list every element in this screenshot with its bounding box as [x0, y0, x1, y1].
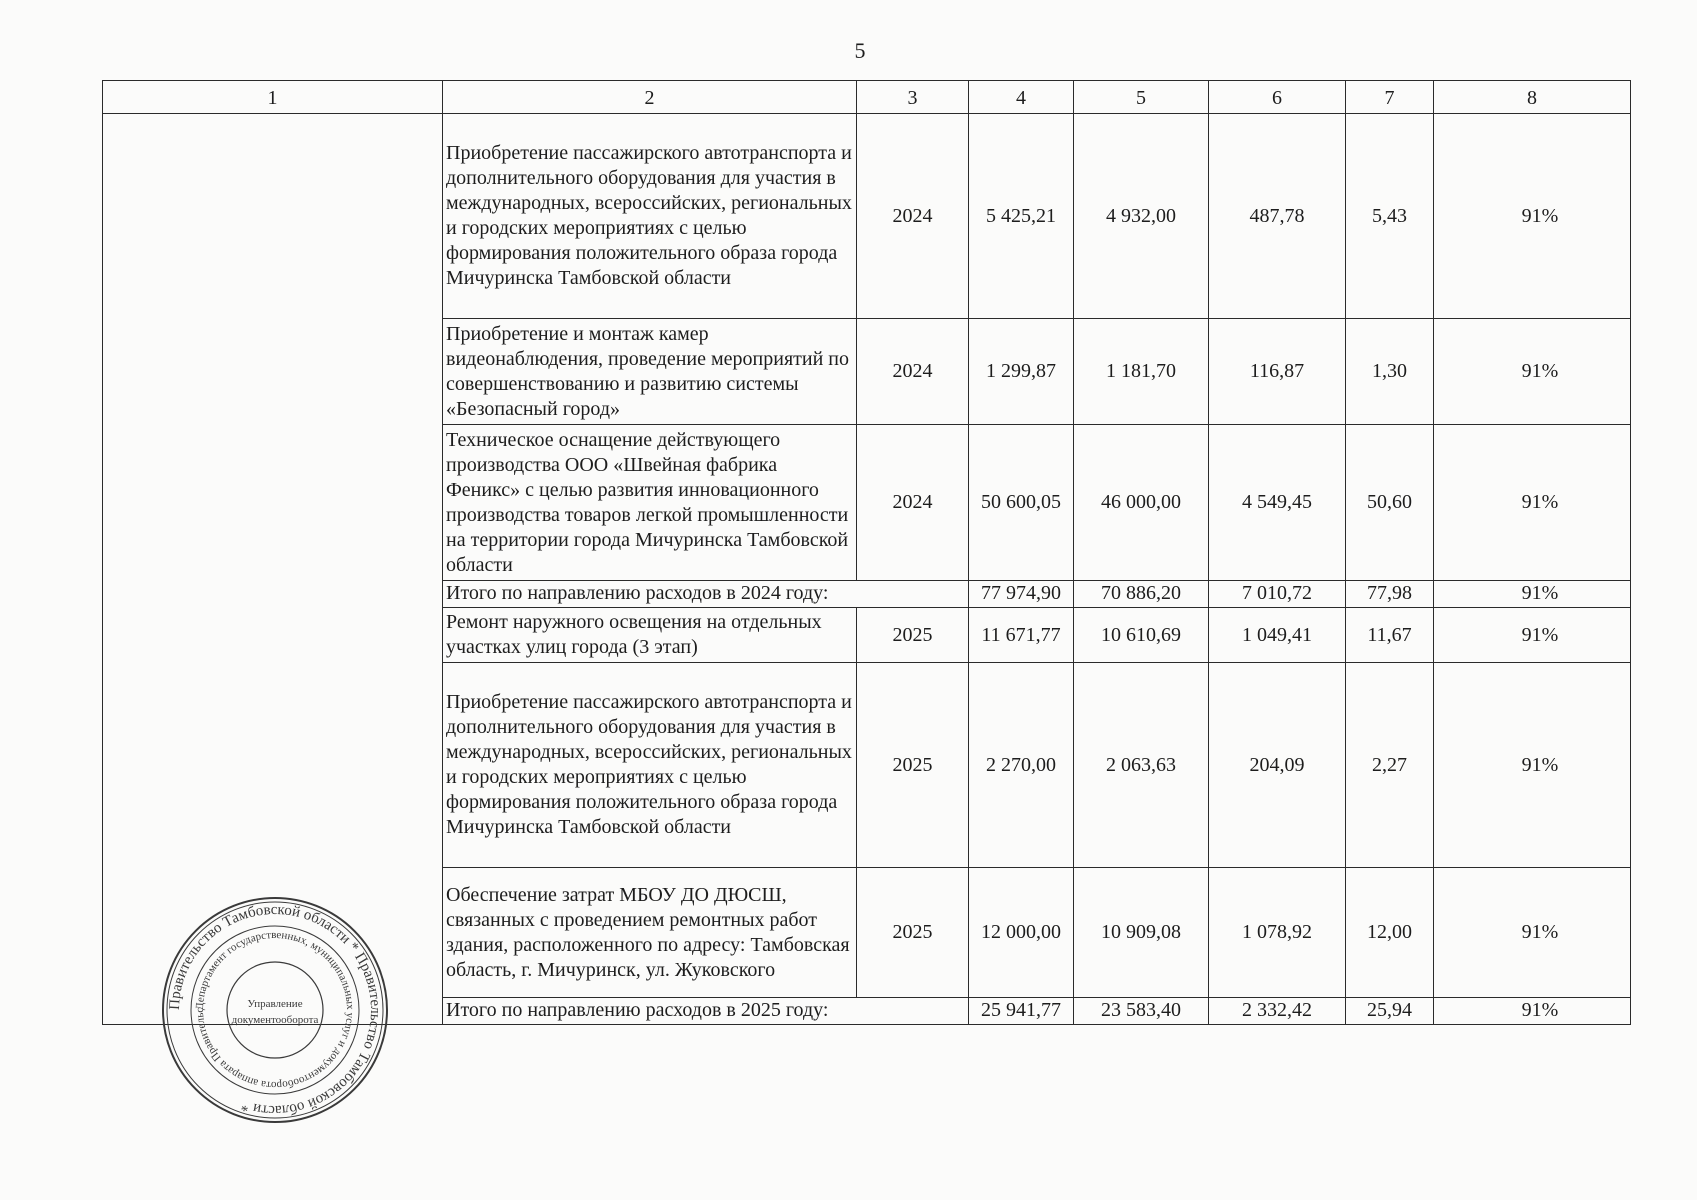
row-col4: 5 425,21: [969, 114, 1074, 319]
total-col6: 2 332,42: [1209, 998, 1346, 1025]
row-col7: 2,27: [1346, 663, 1434, 868]
row-year: 2024: [857, 319, 969, 425]
row-col6: 1 078,92: [1209, 868, 1346, 998]
header-cell: 3: [857, 81, 969, 114]
row-description: Приобретение пассажирского автотранспорта и дополнительного оборудования для участия в международных, всероссийских, региональных и городских мероприятиях с целью формирования положительного образа города Мичуринска Тамбовской области: [443, 663, 857, 868]
header-cell: 7: [1346, 81, 1434, 114]
seal-inner-text: Департамент государственных, муниципальных услуг и документооборота аппарата Правительс: [193, 928, 357, 1092]
row-col7: 50,60: [1346, 425, 1434, 581]
row-description: Ремонт наружного освещения на отдельных участках улиц города (3 этап): [443, 608, 857, 663]
header-cell: 2: [443, 81, 857, 114]
row-col6: 116,87: [1209, 319, 1346, 425]
seal-middle-ring: [191, 926, 359, 1094]
header-cell: 4: [969, 81, 1074, 114]
row-col6: 4 549,45: [1209, 425, 1346, 581]
row-col4: 12 000,00: [969, 868, 1074, 998]
header-cell: 6: [1209, 81, 1346, 114]
row-col4: 11 671,77: [969, 608, 1074, 663]
row-col5: 1 181,70: [1074, 319, 1209, 425]
row-col6: 487,78: [1209, 114, 1346, 319]
header-cell: 5: [1074, 81, 1209, 114]
row-year: 2025: [857, 868, 969, 998]
total-col8: 91%: [1434, 998, 1631, 1025]
total-col4: 25 941,77: [969, 998, 1074, 1025]
row-col5: 10 610,69: [1074, 608, 1209, 663]
header-row: [103, 81, 1631, 114]
row-description: Техническое оснащение действующего производства ООО «Швейная фабрика Феникс» с целью развития инновационного производства товаров легкой промышленности на территории города Мичуринска Тамбовской области: [443, 425, 857, 581]
row-col4: 50 600,05: [969, 425, 1074, 581]
row-col8: 91%: [1434, 319, 1631, 425]
total-col5: 70 886,20: [1074, 581, 1209, 608]
row-year: 2025: [857, 608, 969, 663]
row-col6: 1 049,41: [1209, 608, 1346, 663]
row-col8: 91%: [1434, 608, 1631, 663]
row-col4: 2 270,00: [969, 663, 1074, 868]
row-col8: 91%: [1434, 114, 1631, 319]
row-col5: 46 000,00: [1074, 425, 1209, 581]
row-col8: 91%: [1434, 868, 1631, 998]
official-seal-stamp: [160, 895, 390, 1125]
seal-graphic: [160, 895, 390, 1125]
row-col7: 5,43: [1346, 114, 1434, 319]
total-col5: 23 583,40: [1074, 998, 1209, 1025]
page-number: 5: [854, 38, 866, 63]
row-col4: 1 299,87: [969, 319, 1074, 425]
row-col6: 204,09: [1209, 663, 1346, 868]
budget-table-wrapper: [102, 80, 1630, 1025]
row-description: Приобретение и монтаж камер видеонаблюдения, проведение мероприятий по совершенствованию и развитию системы «Безопасный город»: [443, 319, 857, 425]
row-col5: 4 932,00: [1074, 114, 1209, 319]
row-col5: 10 909,08: [1074, 868, 1209, 998]
row-year: 2025: [857, 663, 969, 868]
total-label: Итого по направлению расходов в 2025 году:: [443, 998, 969, 1025]
total-col6: 7 010,72: [1209, 581, 1346, 608]
seal-center-line-1: Управление: [247, 998, 303, 1010]
row-col7: 11,67: [1346, 608, 1434, 663]
row-col7: 1,30: [1346, 319, 1434, 425]
row-col7: 12,00: [1346, 868, 1434, 998]
row-col5: 2 063,63: [1074, 663, 1209, 868]
header-cell: 1: [103, 81, 443, 114]
total-col7: 77,98: [1346, 581, 1434, 608]
total-col8: 91%: [1434, 581, 1631, 608]
column-1-merged-cell: [103, 114, 443, 1025]
total-col7: 25,94: [1346, 998, 1434, 1025]
row-description: Приобретение пассажирского автотранспорта и дополнительного оборудования для участия в международных, всероссийских, региональных и городских мероприятиях с целью формирования положительного образа города Мичуринска Тамбовской области: [443, 114, 857, 319]
table-row: [103, 114, 1631, 319]
header-cell: 8: [1434, 81, 1631, 114]
budget-table: [102, 80, 1631, 1025]
seal-outer-text: Правительство Тамбовской области * Правительство Тамбовской области *: [166, 901, 384, 1119]
seal-inner-ring: [227, 962, 323, 1058]
row-year: 2024: [857, 114, 969, 319]
seal-center-line-2: документооборота: [231, 1014, 319, 1026]
row-col8: 91%: [1434, 663, 1631, 868]
total-label: Итого по направлению расходов в 2024 году:: [443, 581, 969, 608]
row-year: 2024: [857, 425, 969, 581]
total-col4: 77 974,90: [969, 581, 1074, 608]
row-col8: 91%: [1434, 425, 1631, 581]
row-description: Обеспечение затрат МБОУ ДО ДЮСШ, связанных с проведением ремонтных работ здания, расположенного по адресу: Тамбовская область, г. Мичуринск, ул. Жуковского: [443, 868, 857, 998]
